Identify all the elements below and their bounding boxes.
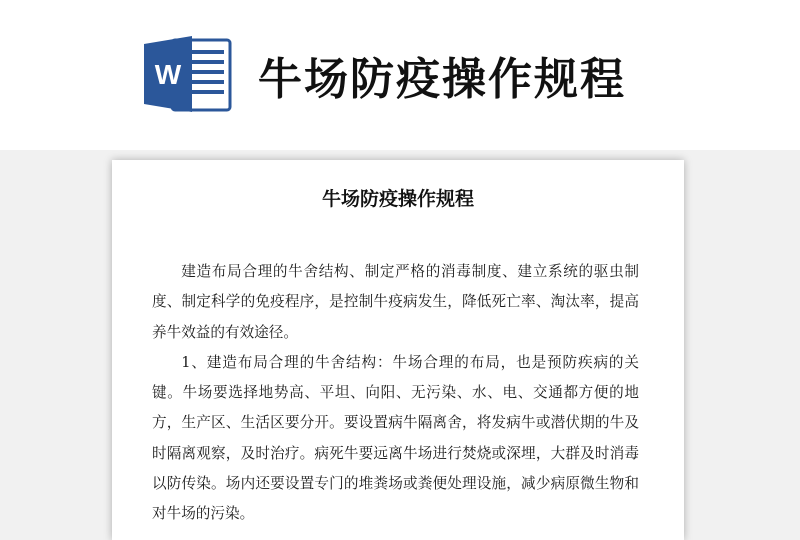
word-document-icon — [142, 32, 232, 116]
document-page — [112, 160, 684, 540]
paragraph-intro: 建造布局合理的牛舍结构、制定严格的消毒制度、建立系统的驱虫制度、制定科学的免疫程序，是控制牛疫病发生，降低死亡率、淘汰率，提高养牛效益的有效途径。 — [152, 263, 639, 341]
document-title: 牛场防疫操作规程 — [321, 188, 474, 210]
banner-header — [0, 0, 800, 150]
word-letter: W — [154, 59, 182, 90]
paragraph-section-1: 1、建造布局合理的牛舍结构：牛场合理的布局，也是预防疾病的关键。牛场要选择地势高、平坦、向阳、无污染、水、电、交通都方便的地方，生产区、生活区要分开。要设置病牛隔离舍，将发病牛或潜伏期的牛及时隔离观察，及时治疗。病死牛要远离牛场进行焚烧或深埋，大群及时消毒以防传染。场内还要设置专门的堆粪场或粪便处理设施，减少病原微生物和对牛场的污染。 — [152, 353, 639, 523]
banner-title: 牛场防疫操作规程 — [258, 54, 626, 105]
document-body — [152, 257, 639, 530]
